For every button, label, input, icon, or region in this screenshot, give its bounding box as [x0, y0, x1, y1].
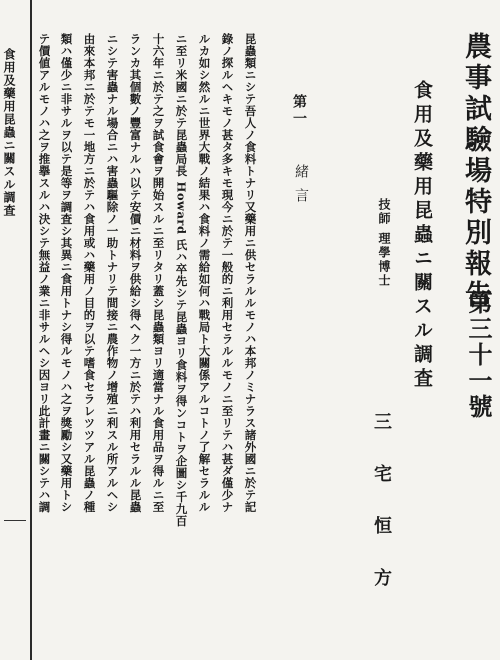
- section-title: 緒言: [293, 164, 309, 212]
- body-line: 昆蟲類ニシテ吾人ノ食料トナリ又藥用ニ供セラルルモノハ本邦ノミナラス諸外國ニ於テ記: [243, 33, 258, 513]
- body-text: [38, 33, 266, 633]
- author-role: 技師 理學博士: [377, 198, 391, 289]
- body-line: ランカ其個數ノ豐富ナルハ以テ安價ニ材料ヲ供給シ得ヘク一方ニ於テハ利用セラルル昆蟲: [128, 33, 143, 513]
- body-line: 錄ノ探ルヘキモノ甚タ多キモ現今ニ於テ一般的ニ利用セラルルモノニ至リテハ甚ダ僅少ナ: [220, 33, 235, 513]
- binding-margin: [0, 0, 32, 660]
- body-line: ニシテ害蟲ナル場合ニハ害蟲驅除ノ一助トナリテ間接ニ農作物ノ增殖ニ利スル所アルヘシ: [105, 33, 120, 513]
- margin-divider: [4, 520, 26, 521]
- body-line: 類ハ僅少ニ非サルヲ以テ是等ヲ調査シ其異ニ食用トナシ得ルモノハ之ヲ獎勵シ又藥用トシ: [59, 33, 74, 513]
- body-line: テ價値アルモノハ之ヲ推擧スルハ決シテ無益ノ業ニ非サルヘシ因ヨリ此計畫ニ關シテハ調: [37, 33, 52, 513]
- body-line: ニ至リ米國ニ於テ昆蟲局長 Howard 氏ハ卒先シテ昆蟲ヨリ食料ヲ得ンコトヲ企圖シ千九百: [174, 33, 189, 527]
- section-number: 第一: [291, 94, 307, 128]
- report-number: 第三十一號: [464, 290, 493, 420]
- body-line: 由來本邦ニ於テモ一地方ニ於テハ食用或ハ藥用ノ目的ヲ以テ嗜食セラレツツアル昆蟲ノ種: [82, 33, 97, 513]
- body-line: ルカ如シ然ルニ世界大戰ノ結果ハ食料ノ需給如何ハ戰局ト大關係アルコトノ了解セラルル: [197, 33, 212, 513]
- page-content: [37, 18, 493, 642]
- report-series-title: 農事試驗場特別報告: [460, 32, 491, 311]
- body-line: 十六年ニ於テ之ヲ試食會ヲ開始スルニ至リタリ蓋シ昆蟲類ヨリ適當ナル食用品ヲ得ルニ至: [151, 33, 166, 513]
- paper-title: 食用及藥用昆蟲ニ關スル調査: [411, 80, 433, 392]
- author-name: 三宅恒方: [371, 412, 392, 620]
- margin-running-title: 食用及藥用昆蟲ニ關スル調査: [2, 48, 16, 217]
